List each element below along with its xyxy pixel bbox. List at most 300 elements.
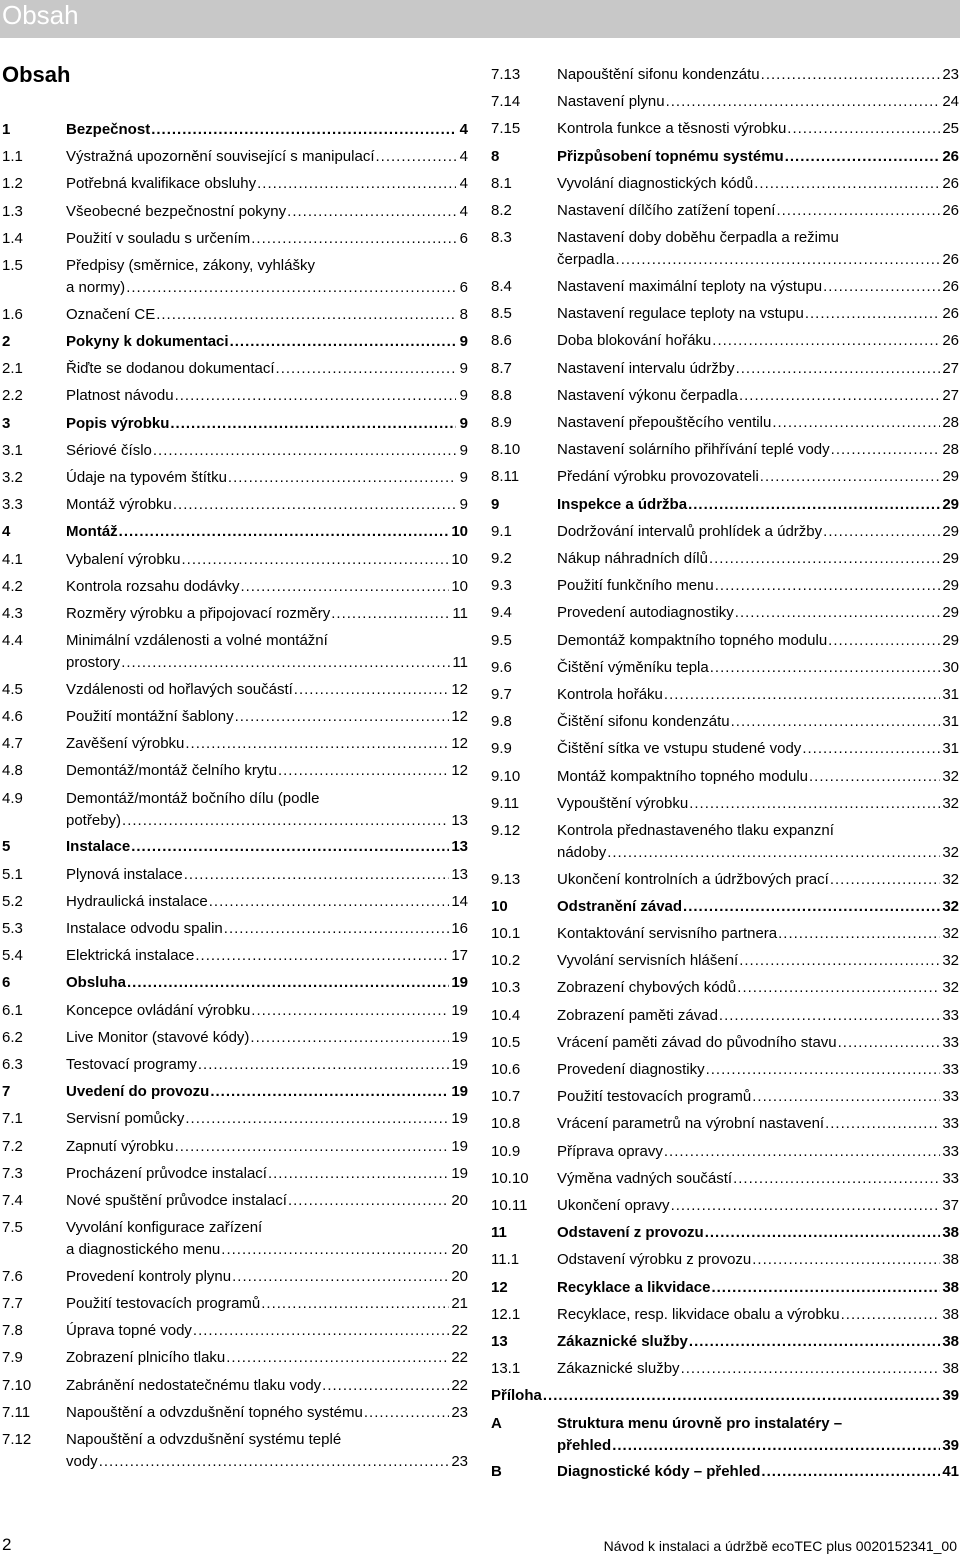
toc-entry-title: Vzdálenosti od hořlavých součástí [66,680,293,698]
toc-entry-page: 17 [451,947,468,965]
toc-entry-page: 27 [942,359,959,377]
toc-entry-number: 8.7 [491,359,512,377]
toc-entry-title: Použití funkčního menu [557,577,714,595]
toc-entry-title: Čištění sifonu kondenzátu [557,713,730,731]
toc-leader-dots [209,891,450,913]
toc-entry-page: 28 [942,413,959,431]
toc-entry-page: 22 [451,1349,468,1367]
toc-entry-page: 10 [451,577,468,595]
toc-entry-number: 1.6 [2,305,23,323]
toc-leader-dots [235,706,450,728]
toc-entry-page: 12 [451,708,468,725]
toc-leader-dots [710,657,941,679]
toc-entry-number: 2.1 [2,360,23,378]
toc-entry-number: 7.10 [2,1376,32,1394]
toc-entry-number: 1 [2,121,11,138]
toc-entry-number: 10.2 [491,952,521,970]
toc-entry-number: 10.4 [491,1006,521,1024]
toc-entry-page: 4 [459,175,468,193]
toc-entry-number: 7.15 [491,120,521,138]
toc-entry-title: Rozměry výrobku a připojovací rozměry [66,604,331,622]
toc-entry-number: 8.1 [491,174,512,192]
toc-entry-number: 3.3 [2,496,23,514]
toc-entry-page: 29 [942,549,959,567]
toc-entry-number: 10.7 [491,1088,521,1106]
toc-entry-page: 9 [459,360,468,378]
toc-entry-page: 26 [942,251,959,269]
toc-entry-title: Odstavení výrobku z provozu [557,1251,752,1269]
toc-leader-dots [823,521,940,543]
toc-entry-number: 7.13 [491,66,521,83]
toc-leader-dots [294,679,450,701]
toc-entry-page: 19 [451,1164,468,1182]
toc-entry-number: A [491,1414,502,1432]
toc-entry-page: 29 [942,577,959,595]
toc-entry-title: Demontáž/montáž čelního krytu [66,762,277,780]
toc-entry-page: 20 [451,1267,468,1285]
toc-entry-title: Přizpůsobení topnému systému [557,147,784,165]
toc-entry-title: Montáž kompaktního topného modulu [557,767,808,785]
toc-leader-dots [809,766,940,788]
toc-entry-number: 9.3 [491,577,512,595]
toc-entry-page: 33 [942,1169,959,1187]
toc-leader-dots [126,277,456,299]
toc-leader-dots [612,1435,940,1457]
toc-leader-dots [122,810,449,832]
toc-entry-number: 7.4 [2,1191,23,1209]
toc-entry-title: Instalace odvodu spalin [66,919,223,937]
toc-entry-page: 23 [451,1453,468,1470]
toc-entry-number: 7 [2,1083,11,1101]
toc-leader-dots [711,1277,940,1299]
toc-entry-number: 10.11 [491,1197,528,1214]
toc-leader-dots [712,330,940,352]
toc-entry-number: 7.8 [2,1322,23,1340]
toc-entry-page: 33 [942,1142,959,1160]
toc-entry-title: Nastavení regulace teploty na vstupu [557,305,804,323]
toc-entry-page: 29 [942,495,959,513]
toc-entry-page: 24 [942,93,959,111]
toc-entry-title: Příprava opravy [557,1142,663,1160]
toc-entry-number: 9.8 [491,713,512,731]
toc-entry-page: 41 [942,1463,959,1481]
toc-entry-title: Potřebná kvalifikace obsluhy [66,175,257,193]
toc-entry-page: 37 [942,1197,959,1214]
toc-leader-dots [735,602,941,624]
toc-entry-number: 1.1 [2,148,23,166]
toc-entry-title: Úprava topné vody [66,1322,192,1340]
toc-entry-title: Odstranění závad [557,897,683,915]
toc-entry-page: 30 [942,658,959,676]
toc-leader-dots [251,1000,449,1022]
toc-leader-dots [706,1059,941,1081]
toc-entry-title: Předání výrobku provozovateli [557,468,759,486]
toc-leader-dots [288,1190,449,1212]
toc-entry-page: 22 [451,1322,468,1340]
toc-entry-number: 10 [491,897,508,915]
toc-leader-dots [182,549,450,571]
toc-entry-number: 7.12 [2,1431,32,1448]
toc-entry-title: Nové spuštění průvodce instalací [66,1191,287,1209]
toc-entry-title: Montáž výrobku [66,496,172,514]
toc-entry-number: 6.2 [2,1028,23,1046]
toc-entry-title: Vyvolání konfigurace zařízení [66,1219,263,1237]
toc-entry-title: Recyklace, resp. likvidace obalu a výrobku [557,1305,840,1323]
toc-leader-dots [184,864,450,886]
toc-entry-page: 10 [451,550,468,568]
toc-entry-page: 29 [942,631,959,649]
toc-entry-title: Zabránění nedostatečnému tlaku vody [66,1376,322,1394]
toc-entry-page: 9 [459,441,468,459]
toc-entry-number: 6.1 [2,1001,23,1019]
toc-entry-page: 31 [942,685,959,703]
toc-entry-page: 10 [451,523,468,541]
toc-entry-title: Demontáž kompaktního topného modulu [557,631,828,649]
toc-entry-title: Kontrola přednastaveného tlaku expanzní [557,821,834,839]
toc-entry-title: prostory [66,654,121,672]
toc-entry-number: 5.4 [2,947,23,965]
toc-entry-page: 6 [459,279,468,296]
toc-entry-title: Příloha [491,1387,542,1405]
toc-entry-number: 10.6 [491,1061,521,1078]
toc-entry-number: 9.13 [491,870,521,888]
toc-entry-page: 29 [942,522,959,540]
toc-entry-number: 1.2 [2,175,23,193]
toc-leader-dots [739,385,940,407]
toc-entry-title: Napouštění a odvzdušnění topného systému [66,1403,363,1421]
toc-entry-title: Použití testovacích programů [557,1088,752,1106]
header-title: Obsah [2,0,79,30]
toc-entry-number: 9.10 [491,767,521,785]
toc-leader-dots [193,1320,449,1342]
toc-entry-title: Popis výrobku [66,414,170,432]
toc-entry-number: 9.7 [491,685,512,703]
toc-leader-dots [250,1027,449,1049]
toc-leader-dots [607,842,940,864]
toc-entry-number: 9 [491,495,500,513]
toc-entry-title: Vybalení výrobku [66,550,181,568]
toc-entry-number: 12.1 [491,1305,521,1323]
toc-leader-dots [736,358,941,380]
toc-entry-number: 7.2 [2,1137,23,1155]
toc-entry-page: 26 [942,277,959,295]
toc-leader-dots [802,738,940,760]
toc-entry-page: 8 [459,305,468,323]
toc-leader-dots [838,1032,941,1054]
toc-leader-dots [185,1108,449,1130]
toc-entry-page: 9 [459,414,468,432]
toc-entry-title: přehled [557,1436,612,1454]
toc-entry-title: Předpisy (směrnice, zákony, vyhlášky [66,257,315,274]
toc-entry-title: Zapnutí výrobku [66,1137,174,1155]
toc-entry-title: Výměna vadných součástí [557,1169,733,1187]
toc-entry-number: 8.11 [491,468,520,486]
toc-leader-dots [761,1461,940,1483]
toc-leader-dots [210,1081,449,1103]
toc-leader-dots [785,146,941,168]
toc-entry-number: 5.1 [2,865,23,883]
toc-entry-page: 11 [452,654,468,672]
toc-leader-dots [715,575,941,597]
toc-leader-dots [776,200,940,222]
toc-entry-page: 12 [451,680,468,698]
toc-entry-number: 4.3 [2,604,23,622]
toc-leader-dots [278,760,449,782]
toc-heading: Obsah [2,62,71,87]
toc-entry-title: Provedení kontroly plynu [66,1267,232,1285]
toc-entry-number: 10.10 [491,1169,529,1187]
toc-entry-number: 11 [491,1224,507,1242]
toc-entry-page: 20 [451,1241,468,1259]
toc-entry-title: Řiďte se dodanou dokumentací [66,360,275,378]
toc-leader-dots [733,1168,940,1190]
toc-leader-dots [121,652,450,674]
toc-entry-page: 9 [459,496,468,514]
toc-leader-dots [681,1358,941,1380]
toc-entry-page: 19 [451,1137,468,1155]
toc-leader-dots [752,1086,940,1108]
toc-leader-dots [261,1293,449,1315]
toc-leader-dots [376,146,457,168]
toc-leader-dots [719,1005,940,1027]
toc-entry-number: 10.1 [491,925,521,942]
toc-entry-number: 10.8 [491,1115,521,1133]
toc-entry-number: 7.5 [2,1219,23,1237]
toc-entry-number: 8.10 [491,441,521,459]
toc-entry-number: 4.5 [2,680,23,698]
toc-entry-number: B [491,1463,502,1481]
toc-leader-dots [805,303,940,325]
toc-entry-title: Nastavení přepouštěcího ventilu [557,413,772,431]
toc-entry-page: 4 [459,148,468,166]
toc-entry-number: 4.9 [2,789,23,807]
toc-entry-title: Nastavení plynu [557,93,665,111]
toc-entry-number: 9.2 [491,549,512,567]
toc-entry-title: Nákup náhradních dílů [557,549,708,567]
toc-leader-dots [830,869,941,891]
toc-leader-dots [739,950,940,972]
toc-entry-page: 33 [942,1033,959,1051]
toc-leader-dots [761,64,941,86]
toc-leader-dots [760,466,941,488]
toc-entry-number: 12 [491,1278,508,1296]
toc-entry-number: 6.3 [2,1055,23,1073]
toc-entry-title: Kontrola hořáku [557,685,663,703]
toc-leader-dots [287,201,456,223]
toc-leader-dots [828,630,940,652]
toc-entry-number: 3.1 [2,441,23,459]
toc-entry-title: Zákaznické služby [557,1333,688,1350]
toc-entry-page: 32 [942,979,959,997]
toc-leader-dots [705,1222,941,1244]
toc-entry-title: Čištění výměníku tepla [557,658,709,676]
toc-entry-title: Napouštění sifonu kondenzátu [557,66,760,83]
toc-entry-number: 10.3 [491,979,521,997]
toc-leader-dots [688,494,940,516]
toc-entry-page: 16 [451,919,468,937]
toc-entry-number: 13.1 [491,1360,521,1378]
toc-entry-page: 20 [451,1191,468,1209]
toc-entry-title: Struktura menu úrovně pro instalatéry – [557,1414,843,1432]
toc-entry-title: Minimální vzdálenosti a volné montážní [66,632,328,650]
footer-doc-title: Návod k instalaci a údržbě ecoTEC plus 0020152341_00 [603,1538,957,1554]
toc-entry-title: Vyvolání diagnostických kódů [557,174,754,192]
toc-entry-title: nádoby [557,843,607,861]
toc-entry-page: 26 [942,332,959,350]
toc-leader-dots [226,1347,449,1369]
toc-entry-page: 38 [942,1278,959,1296]
toc-entry-page: 31 [942,740,959,758]
toc-entry-page: 32 [942,897,959,915]
toc-leader-dots [153,440,456,462]
toc-entry-title: vody [66,1453,98,1470]
toc-entry-page: 32 [942,952,959,970]
toc-leader-dots [823,276,940,298]
toc-leader-dots [787,118,940,140]
toc-leader-dots [754,173,940,195]
toc-entry-page: 31 [942,713,959,731]
toc-entry-page: 33 [942,1006,959,1024]
toc-entry-page: 32 [942,870,959,888]
toc-entry-title: Výstražná upozornění související s manipulací [66,148,375,166]
toc-entry-number: 8.6 [491,332,512,350]
toc-entry-number: 2.2 [2,387,23,405]
toc-entry-title: Servisní pomůcky [66,1110,185,1128]
toc-entry-number: 9.6 [491,658,512,676]
toc-entry-title: Nastavení intervalu údržby [557,359,735,377]
toc-entry-page: 32 [942,843,959,861]
toc-entry-page: 38 [942,1333,959,1350]
toc-entry-number: 9.5 [491,631,512,649]
toc-entry-number: 9.1 [491,522,512,540]
toc-entry-page: 22 [451,1376,468,1394]
toc-entry-page: 29 [942,468,959,486]
toc-entry-title: Nastavení dílčího zatížení topení [557,202,776,219]
toc-entry-number: 7.3 [2,1164,23,1182]
toc-entry-page: 38 [942,1224,959,1242]
toc-entry-title: Údaje na typovém štítku [66,468,227,486]
toc-entry-page: 19 [451,1083,468,1101]
toc-leader-dots [99,1451,450,1473]
toc-entry-number: 2 [2,332,11,350]
toc-entry-number: 1.3 [2,202,23,220]
toc-leader-dots [131,836,449,858]
toc-entry-title: Sériové číslo [66,441,152,459]
toc-entry-title: Zobrazení paměti závad [557,1006,718,1024]
toc-entry-number: 7.11 [2,1403,31,1421]
toc-entry-page: 26 [942,174,959,192]
toc-entry-number: 7.14 [491,93,521,111]
toc-entry-page: 14 [451,892,468,910]
toc-entry-title: Odstavení z provozu [557,1224,704,1242]
toc-entry-page: 19 [451,1001,468,1019]
toc-leader-dots [156,304,456,326]
toc-leader-dots [689,793,940,815]
toc-entry-page: 6 [459,229,468,247]
toc-leader-dots [195,945,449,967]
toc-entry-page: 9 [459,332,468,350]
toc-leader-dots [731,711,941,733]
toc-entry-title: Hydraulická instalace [66,892,208,910]
toc-leader-dots [737,977,940,999]
toc-entry-number: 10.9 [491,1142,521,1160]
toc-leader-dots [841,1304,941,1326]
toc-leader-dots [170,413,456,435]
toc-entry-page: 33 [942,1115,959,1133]
toc-entry-title: Doba blokování hořáku [557,332,712,350]
toc-entry-page: 23 [451,1403,468,1421]
toc-entry-title: Použití v souladu s určením [66,229,251,247]
toc-entry-number: 4.6 [2,708,23,725]
toc-entry-page: 11 [452,604,468,622]
toc-entry-number: 4.4 [2,632,23,650]
toc-entry-number: 4.8 [2,762,23,780]
toc-entry-page: 32 [942,794,959,812]
toc-entry-number: 1.5 [2,257,23,274]
toc-leader-dots [198,1054,449,1076]
toc-entry-title: Inspekce a údržba [557,495,688,513]
toc-entry-title: Označení CE [66,305,156,323]
toc-entry-title: Nastavení solárního přihřívání teplé vody [557,441,830,459]
toc-entry-title: Uvedení do provozu [66,1083,210,1101]
toc-leader-dots [616,249,941,271]
toc-leader-dots [240,576,449,598]
toc-entry-number: 8.3 [491,229,512,247]
toc-entry-title: a normy) [66,279,126,296]
toc-leader-dots [671,1195,941,1217]
toc-entry-number: 8.4 [491,277,512,295]
toc-entry-number: 3 [2,414,11,432]
toc-leader-dots [230,331,456,353]
toc-leader-dots [224,918,450,940]
toc-entry-page: 39 [942,1436,959,1454]
toc-leader-dots [119,521,450,543]
toc-leader-dots [778,923,940,945]
toc-entry-title: Ukončení kontrolních a údržbových prací [557,870,829,888]
toc-entry-page: 28 [942,441,959,459]
toc-leader-dots [683,896,940,918]
toc-entry-page: 19 [451,1055,468,1073]
toc-entry-title: Napouštění a odvzdušnění systému teplé [66,1431,342,1448]
toc-entry-title: Nastavení výkonu čerpadla [557,386,738,404]
toc-leader-dots [322,1375,449,1397]
toc-entry-number: 4.2 [2,577,23,595]
toc-entry-title: Instalace [66,838,131,856]
toc-entry-number: 5.3 [2,919,23,937]
toc-entry-title: potřeby) [66,811,122,829]
toc-entry-page: 13 [451,811,468,829]
toc-entry-page: 21 [451,1295,468,1312]
toc-entry-title: Platnost návodu [66,387,174,405]
toc-entry-page: 19 [451,974,468,992]
toc-entry-page: 19 [451,1110,468,1128]
toc-entry-number: 4.1 [2,550,23,568]
toc-entry-title: Vypouštění výrobku [557,794,689,812]
toc-entry-number: 8.9 [491,413,512,431]
toc-entry-number: 9.9 [491,740,512,758]
toc-entry-number: 11.1 [491,1251,520,1269]
toc-leader-dots [543,1385,940,1407]
toc-entry-title: Nastavení doby doběhu čerpadla a režimu [557,229,839,247]
toc-leader-dots [268,1163,449,1185]
toc-entry-title: Zobrazení chybových kódů [557,979,737,997]
toc-entry-title: Plynová instalace [66,865,183,883]
toc-entry-title: Koncepce ovládání výrobku [66,1001,251,1019]
toc-entry-number: 1.4 [2,229,23,247]
toc-entry-number: 8.2 [491,202,512,219]
toc-entry-number: 10.5 [491,1033,521,1051]
toc-entry-title: Procházení průvodce instalací [66,1164,267,1182]
